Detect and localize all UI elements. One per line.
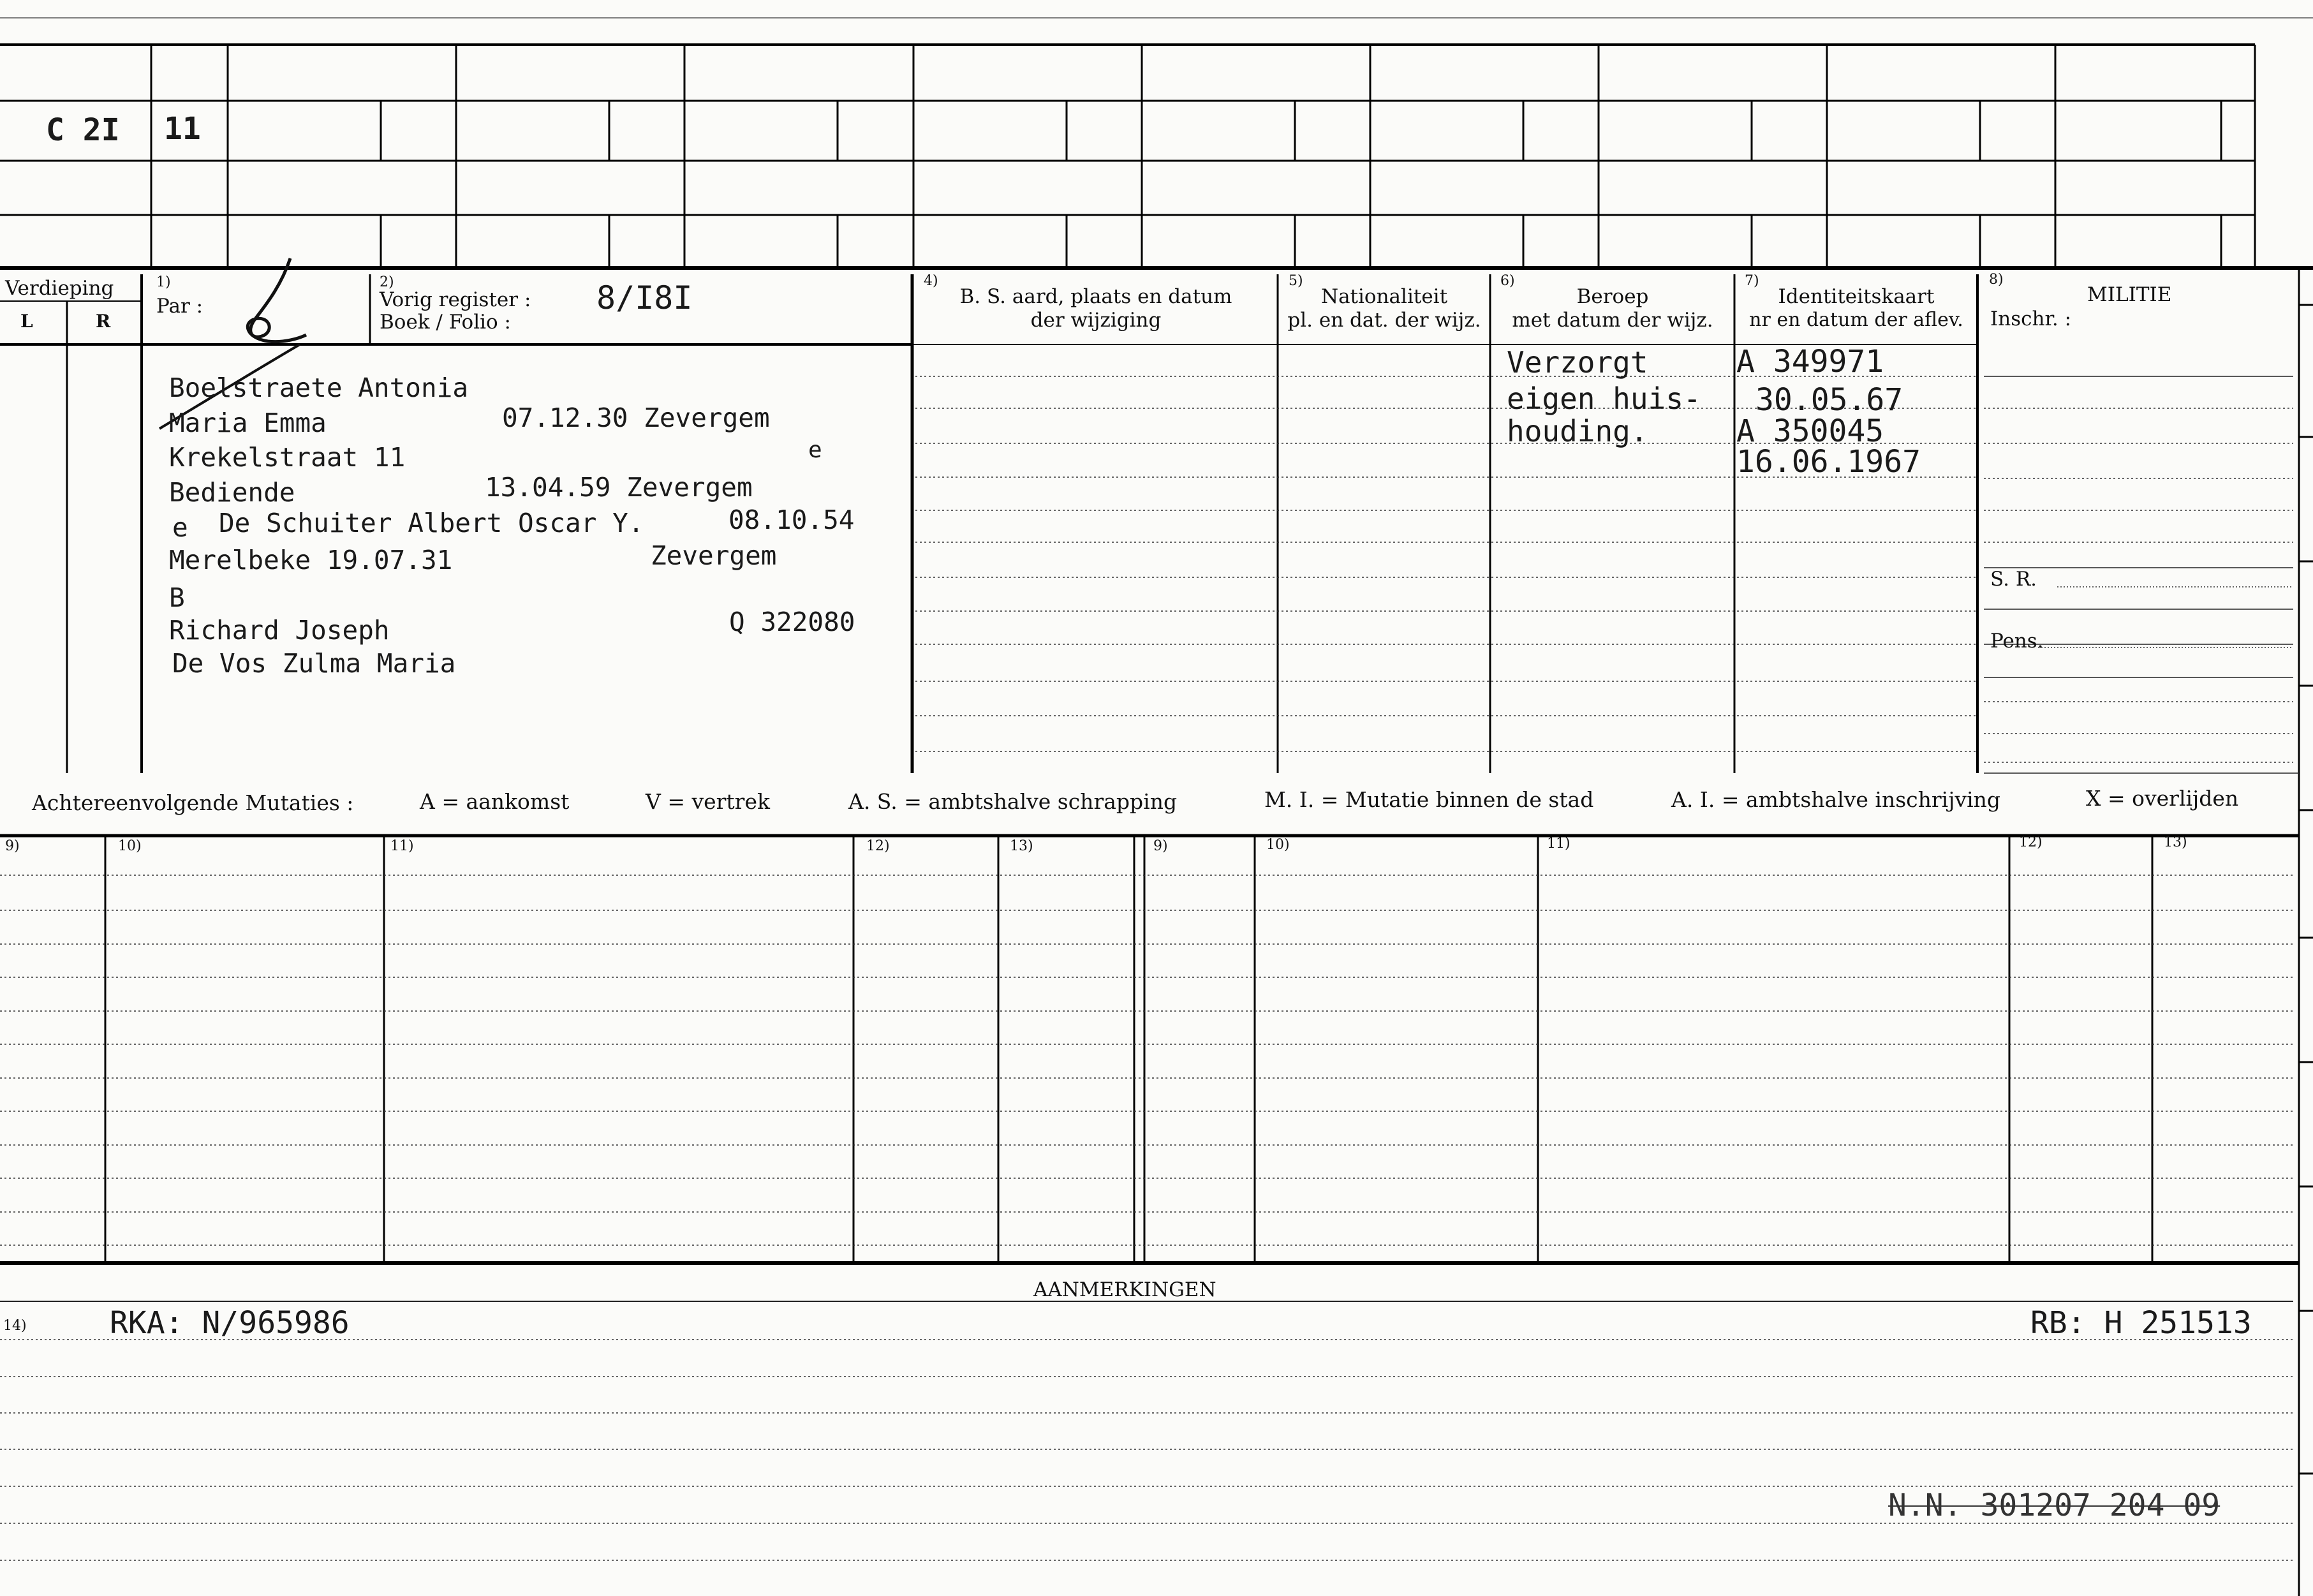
person-surname: Boelstraete Antonia [169, 373, 468, 403]
pens-label: Pens. [1990, 630, 2044, 653]
beroep-line-1: Verzorgt [1507, 345, 1648, 380]
mutatie-column-number: 12) [2019, 834, 2043, 850]
verdieping-label: Verdieping [5, 277, 114, 300]
spouse-name: De Schuiter Albert Oscar Y. [219, 508, 644, 538]
identiteitskaart-header-line2: nr en datum der aflev. [1749, 309, 1963, 331]
mutatie-column-number: 10) [118, 838, 142, 854]
mutatie-column-number: 11) [1547, 836, 1570, 852]
spouse-prefix: e [172, 512, 188, 543]
field-number-7: 7) [1745, 273, 1759, 289]
person-given-names: Maria Emma [169, 408, 327, 438]
beroep-line-3: houding. [1507, 414, 1648, 448]
person-occupation: Bediende [169, 477, 295, 508]
mutatie-legend-x: X = overlijden [2086, 786, 2239, 811]
vorig-register-label: Vorig register : [380, 288, 531, 311]
person-birth-date-place: 07.12.30 Zevergem [502, 403, 770, 433]
field-number-8: 8) [1989, 272, 2004, 288]
mutatie-legend-a: A = aankomst [420, 789, 570, 814]
field-number-6: 6) [1500, 273, 1515, 289]
mutatie-column-number: 11) [390, 838, 414, 854]
register-code: C 2I [46, 112, 120, 148]
nationaliteit-header-line1: Nationaliteit [1320, 285, 1448, 308]
field-number-14: 14) [3, 1318, 27, 1334]
sr-label: S. R. [1990, 568, 2037, 591]
spouse-birth: Merelbeke 19.07.31 [169, 545, 453, 575]
mutatie-column-number: 13) [2164, 834, 2187, 850]
mutatie-legend-ai: A. I. = ambtshalve inschrijving [1671, 787, 2001, 812]
mutatie-column-number: 12) [866, 838, 890, 854]
marker-b: B [169, 582, 185, 613]
mutaties-title: Achtereenvolgende Mutaties : [32, 790, 354, 815]
field-number-2: 2) [380, 274, 394, 290]
identity-card-date-2: 16.06.1967 [1736, 444, 1921, 480]
person-occupation-date-place: 13.04.59 Zevergem [485, 472, 753, 503]
bs-header-line2: der wijziging [1030, 309, 1162, 332]
margin-mark-e: e [808, 437, 822, 463]
mutatie-column-number: 9) [5, 838, 20, 854]
aanmerkingen-title: AANMERKINGEN [1033, 1278, 1216, 1301]
identity-card-number-2: A 350045 [1736, 413, 1884, 449]
field-number-1: 1) [156, 274, 171, 290]
person-address: Krekelstraat 11 [169, 442, 406, 473]
mutatie-legend-v: V = vertrek [646, 789, 770, 814]
beroep-header-line2: met datum der wijz. [1512, 309, 1713, 332]
mutatie-legend-as: A. S. = ambtshalve schrapping [848, 789, 1178, 814]
column-r-label: R [96, 311, 111, 332]
mutatie-column-number: 10) [1266, 837, 1290, 853]
beroep-header-line1: Beroep [1576, 285, 1649, 308]
national-number: N.N. 301207 204 09 [1888, 1488, 2221, 1523]
mutatie-column-number: 13) [1010, 838, 1033, 854]
rb-number: RB: H 251513 [2030, 1305, 2252, 1341]
inschrijving-label: Inschr. : [1990, 307, 2072, 330]
mother-name: De Vos Zulma Maria [172, 648, 456, 679]
mutatie-column-number: 9) [1153, 838, 1168, 854]
rka-number: RKA: N/965986 [110, 1305, 350, 1341]
column-l-label: L [20, 311, 33, 332]
spouse-code: 08.10.54 [728, 505, 855, 535]
nationaliteit-header-line2: pl. en dat. der wijz. [1287, 309, 1481, 332]
boek-folio-label: Boek / Folio : [380, 311, 511, 334]
field-number-5: 5) [1289, 273, 1303, 289]
father-code: Q 322080 [729, 607, 855, 637]
bs-header-line1: B. S. aard, plaats en datum [959, 285, 1232, 308]
identity-card-number-1: A 349971 [1736, 344, 1884, 380]
mutatie-legend-mi: M. I. = Mutatie binnen de stad [1264, 787, 1594, 812]
identiteitskaart-header-line1: Identiteitskaart [1778, 285, 1935, 308]
vorig-register-value: 8/I8I [596, 279, 693, 316]
father-name: Richard Joseph [169, 615, 390, 646]
militie-label: MILITIE [2087, 283, 2172, 306]
par-label: Par : [156, 295, 203, 318]
field-number-4: 4) [924, 273, 938, 289]
identity-card-date-1: 30.05.67 [1755, 382, 1903, 418]
marriage-place: Zevergem [651, 540, 777, 571]
register-number: 11 [164, 111, 201, 147]
beroep-line-2: eigen huis- [1507, 381, 1701, 416]
par-handwritten-mark [248, 258, 306, 342]
